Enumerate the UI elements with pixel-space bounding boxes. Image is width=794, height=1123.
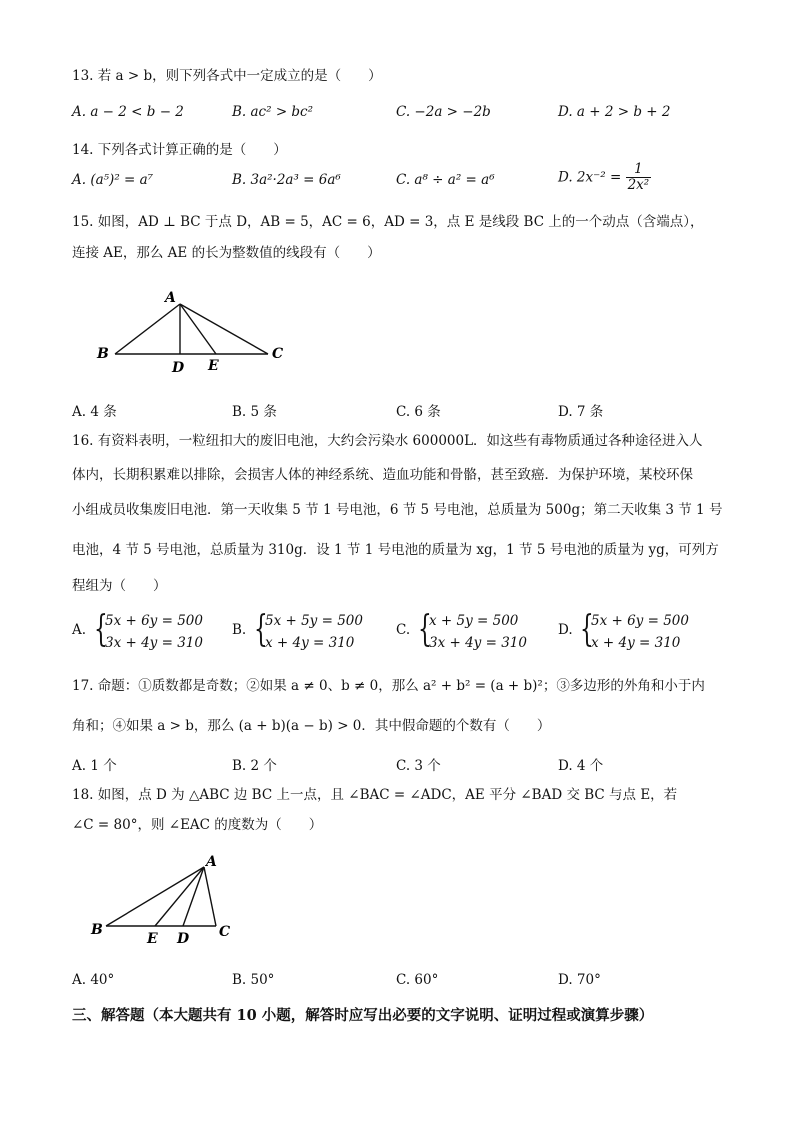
point-label-a: A — [206, 854, 217, 870]
segment-ad — [183, 867, 204, 926]
q14-option-b: B. 3a²·2a³ = 6a⁶ — [232, 172, 341, 188]
point-label-e: E — [208, 358, 219, 374]
brace-icon: { — [94, 609, 108, 650]
q13-option-a: A. a − 2 < b − 2 — [72, 104, 184, 120]
segment-ac — [180, 304, 268, 354]
fraction-numerator: 1 — [626, 162, 652, 178]
q16-option-d-label: D. — [558, 622, 573, 638]
equation: 5x + 5y = 500 — [265, 613, 363, 629]
q13-option-b: B. ac² > bc² — [232, 104, 314, 120]
segment-ae — [180, 304, 216, 354]
q14-option-a: A. (a⁵)² = a⁷ — [72, 172, 154, 188]
q15-options — [72, 400, 732, 424]
q15-option-d: D. 7 条 — [558, 404, 604, 420]
q16-stem-line3: 小组成员收集废旧电池．第一天收集 5 节 1 号电池，6 节 5 号电池，总质量为 500g；第二天收集 3 节 1 号 — [72, 502, 723, 518]
q16-option-b-system — [254, 610, 363, 654]
point-label-d: D — [177, 931, 190, 947]
q14-options — [72, 161, 732, 196]
q18-triangle-figure — [88, 852, 248, 952]
equation: x + 4y = 310 — [265, 635, 355, 651]
q13-options — [72, 104, 732, 128]
brace-icon: { — [254, 609, 268, 650]
q13-option-d: D. a + 2 > b + 2 — [558, 104, 671, 120]
brace-icon: { — [418, 609, 432, 650]
equation: 3x + 4y = 310 — [429, 635, 527, 651]
q18-stem-line1: 18. 如图，点 D 为 △ABC 边 BC 上一点，且 ∠BAC = ∠ADC，AE 平分 ∠BAD 交 BC 与点 E，若 — [72, 787, 678, 803]
point-label-b: B — [97, 346, 109, 362]
segment-ac — [204, 867, 216, 926]
point-label-c: C — [272, 346, 284, 362]
q13-option-c: C. −2a > −2b — [396, 104, 491, 120]
q14-option-d-prefix: D. 2x⁻² = — [558, 169, 622, 186]
equation: 5x + 6y = 500 — [591, 613, 689, 629]
q17-option-a: A. 1 个 — [72, 758, 117, 774]
q15-triangle-figure — [90, 288, 300, 378]
segment-ab — [106, 867, 204, 926]
q15-stem-line2: 连接 AE，那么 AE 的长为整数值的线段有（ ） — [72, 245, 381, 261]
q16-option-a-system — [94, 610, 203, 654]
q17-options — [72, 754, 732, 778]
q14-stem: 14. 下列各式计算正确的是（ ） — [72, 142, 287, 158]
q16-option-c-system — [418, 610, 527, 654]
q17-option-c: C. 3 个 — [396, 758, 441, 774]
q16-option-b-label: B. — [232, 622, 247, 638]
equation: x + 4y = 310 — [591, 635, 681, 651]
equation: 3x + 4y = 310 — [105, 635, 203, 651]
q16-option-a-label: A. — [72, 622, 87, 638]
q16-options — [72, 610, 732, 658]
q14-option-d — [558, 162, 651, 193]
segment-ae — [155, 867, 204, 926]
q18-option-d: D. 70° — [558, 972, 601, 988]
point-label-d: D — [172, 360, 185, 376]
q18-options — [72, 972, 732, 996]
equation: 5x + 6y = 500 — [105, 613, 203, 629]
q18-option-b: B. 50° — [232, 972, 275, 988]
q17-option-d: D. 4 个 — [558, 758, 604, 774]
q13-stem: 13. 若 a > b，则下列各式中一定成立的是（ ） — [72, 68, 382, 84]
brace-icon: { — [580, 609, 594, 650]
q15-stem-line1: 15. 如图，AD ⊥ BC 于点 D，AB = 5，AC = 6，AD = 3，点 E 是线段 BC 上的一个动点（含端点）， — [72, 214, 704, 230]
q16-stem-line4: 电池，4 节 5 号电池，总质量为 310g．设 1 节 1 号电池的质量为 xg，1 节 5 号电池的质量为 yg，可列方 — [72, 542, 719, 558]
q15-option-a: A. 4 条 — [72, 404, 117, 420]
q16-option-d-system — [580, 610, 689, 654]
q15-option-c: C. 6 条 — [396, 404, 441, 420]
q17-option-b: B. 2 个 — [232, 758, 277, 774]
point-label-e: E — [147, 931, 158, 947]
q18-stem-line2: ∠C = 80°，则 ∠EAC 的度数为（ ） — [72, 817, 323, 833]
point-label-c: C — [219, 924, 231, 940]
fraction-denominator: 2x² — [627, 177, 650, 193]
q17-stem-line1: 17. 命题：①质数都是奇数；②如果 a ≠ 0、b ≠ 0，那么 a² + b² = (a + b)²；③多边形的外角和小于内 — [72, 678, 705, 694]
point-label-b: B — [91, 922, 103, 938]
segment-ab — [115, 304, 180, 354]
equation: x + 5y = 500 — [429, 613, 519, 629]
q15-option-b: B. 5 条 — [232, 404, 277, 420]
q16-option-c-label: C. — [396, 622, 411, 638]
q18-option-c: C. 60° — [396, 972, 439, 988]
point-label-a: A — [165, 290, 176, 306]
q14-option-c: C. a⁸ ÷ a² = a⁶ — [396, 172, 495, 188]
q18-option-a: A. 40° — [72, 972, 115, 988]
q16-stem-line1: 16. 有资料表明，一粒纽扣大的废旧电池，大约会污染水 600000L．如这些有毒物质通过各种途径进入人 — [72, 433, 703, 449]
q14-option-d-fraction — [626, 162, 652, 193]
q16-stem-line5: 程组为（ ） — [72, 578, 167, 594]
q16-stem-line2: 体内，长期积累难以排除，会损害人体的神经系统、造血功能和骨骼，甚至致癌．为保护环境，某校环保 — [72, 467, 693, 483]
q17-stem-line2: 角和；④如果 a > b，那么 (a + b)(a − b) > 0．其中假命题的个数有（ ） — [72, 718, 551, 734]
section-heading: 三、解答题（本大题共有 10 小题，解答时应写出必要的文字说明、证明过程或演算步骤） — [72, 1007, 654, 1024]
